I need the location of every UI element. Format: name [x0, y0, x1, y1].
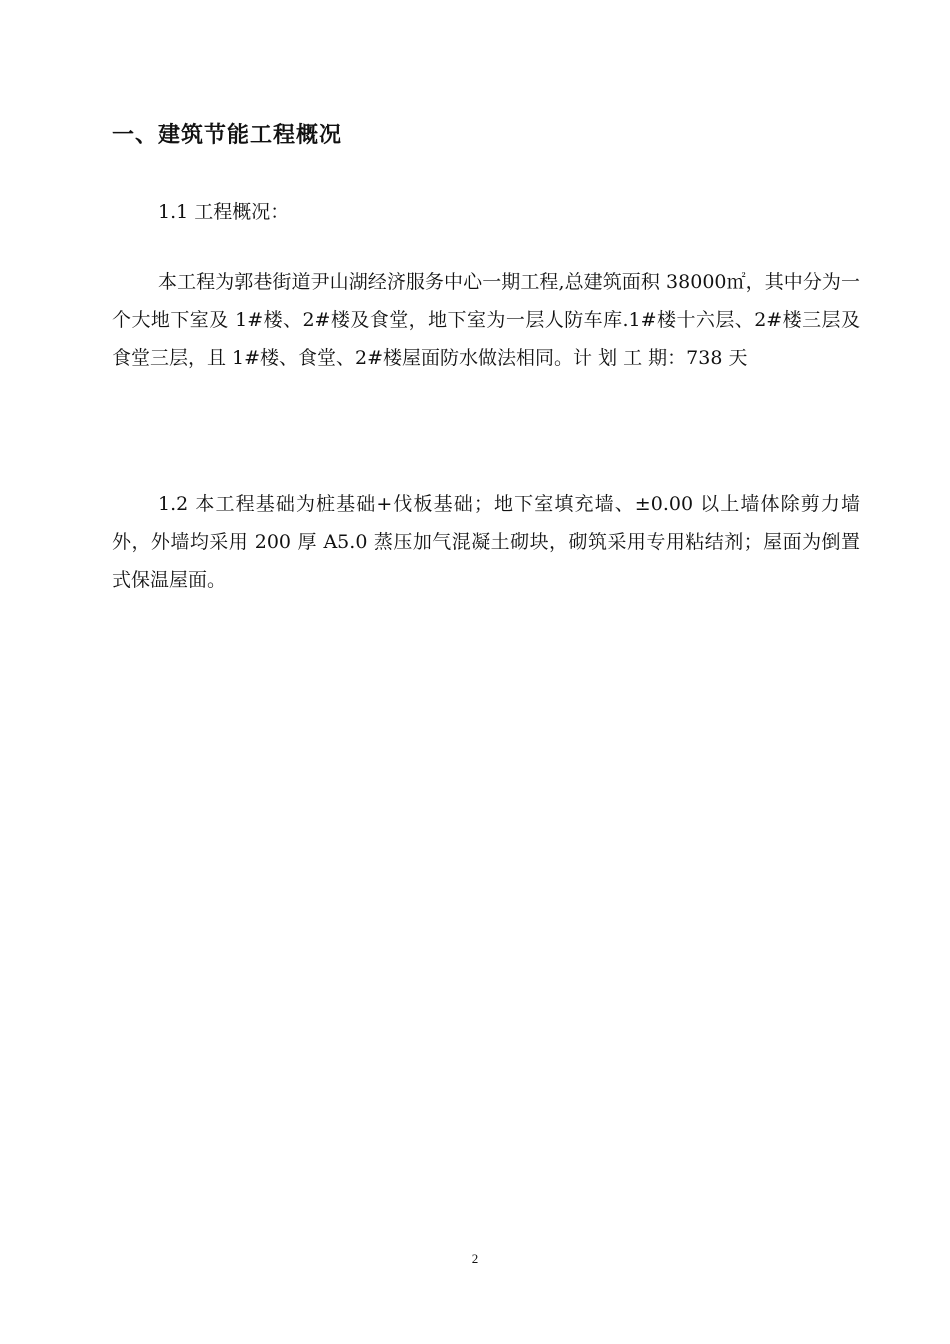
- foundation-paragraph: 1.2 本工程基础为桩基础+伐板基础；地下室填充墙、±0.00 以上墙体除剪力墙外，外墙均采用 200 厚 A5.0 蒸压加气混凝土砌块，砌筑采用专用粘结剂；屋面为倒置式保温屋面。: [112, 493, 860, 591]
- section-heading: 一、建筑节能工程概况: [112, 123, 343, 148]
- page-number: 2: [471, 1251, 479, 1266]
- project-overview-paragraph: 本工程为郭巷街道尹山湖经济服务中心一期工程,总建筑面积 38000㎡，其中分为一个大地下室及 1#楼、2#楼及食堂，地下室为一层人防车库.1#楼十六层、2#楼三层及食堂三层，且 1#楼、食堂、2#楼屋面防水做法相同。计 划 工 期：738 天: [112, 271, 860, 369]
- subsection-heading: 1.1 工程概况：: [158, 201, 290, 223]
